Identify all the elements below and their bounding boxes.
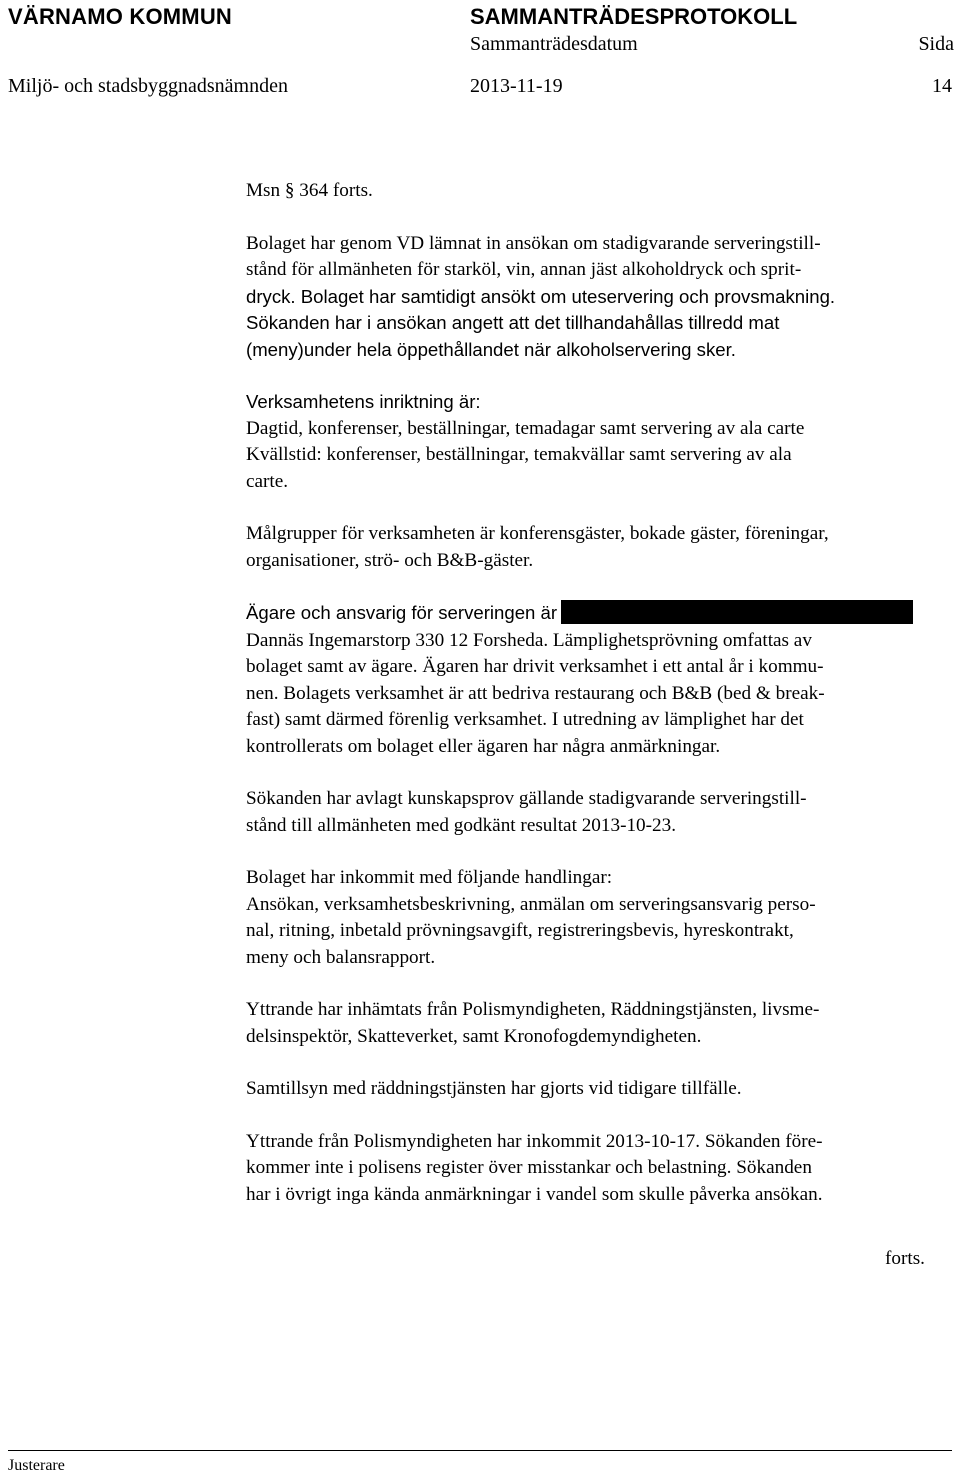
text-line: dryck. Bolaget har samtidigt ansökt om uteservering och provsmakning.	[246, 285, 836, 307]
paragraph-joint-supervision	[246, 1076, 958, 1103]
text-line: kommer inte i polisens register över misstankar och belastning. Sökanden	[246, 1157, 812, 1178]
text-line: Bolaget har inkommit med följande handlingar:	[246, 867, 613, 888]
text-line: Sökanden har avlagt kunskapsprov gällande stadigvarande serveringstill-	[246, 788, 807, 809]
page-number: 14	[932, 75, 952, 97]
redaction-bar	[561, 600, 913, 624]
text-line: meny och balansrapport.	[246, 946, 436, 968]
text-line: fast) samt därmed förenlig verksamhet. I utredning av lämplighet har det	[246, 709, 804, 730]
text-line: Målgrupper för verksamheten är konferensgäster, bokade gäster, föreningar,	[246, 523, 829, 544]
text-line: Dannäs Ingemarstorp 330 12 Forsheda. Lämplighetsprövning omfattas av	[246, 629, 812, 651]
text-line: carte.	[246, 470, 289, 492]
text-line: delsinspektör, Skatteverket, samt Kronofogdemyndigheten.	[246, 1025, 702, 1047]
text-line: bolaget samt av ägare. Ägaren har drivit verksamhet i ett antal år i kommu-	[246, 656, 824, 677]
text-line: nal, ritning, inbetald prövningsavgift, registreringsbevis, hyreskontrakt,	[246, 920, 794, 941]
text-line: Bolaget har genom VD lämnat in ansökan om stadigvarande serveringstill-	[246, 232, 821, 254]
paragraph-statements	[246, 997, 958, 1050]
paragraph-owner	[246, 600, 958, 760]
text-line: (meny)under hela öppethållandet när alkoholservering sker.	[246, 338, 736, 360]
text-line: nen. Bolagets verksamhet är att bedriva restaurang och B&B (bed & break-	[246, 682, 825, 704]
owner-intro-text: Ägare och ansvarig för serveringen är	[246, 602, 558, 623]
text-line: Yttrande från Polismyndigheten har inkommit 2013-10-17. Sökanden före-	[246, 1130, 823, 1152]
meeting-date: 2013-11-19	[470, 75, 563, 97]
text-line: har i övrigt inga kända anmärkningar i vandel som skulle påverka ansökan.	[246, 1183, 823, 1205]
text-line: Yttrande har inhämtats från Polismyndigheten, Räddningstjänsten, livsme-	[246, 999, 820, 1020]
paragraph-documents	[246, 865, 958, 971]
text-line: Samtillsyn med räddningstjänsten har gjorts vid tidigare tillfälle.	[246, 1078, 742, 1099]
paragraph-business-focus	[246, 389, 958, 495]
paragraph-reference: Msn § 364 forts.	[246, 180, 373, 201]
committee-name: Miljö- och stadsbyggnadsnämnden	[8, 75, 288, 97]
text-line: stånd till allmänheten med godkänt resultat 2013-10-23.	[246, 814, 677, 836]
paragraph-target-groups	[246, 521, 958, 574]
footer-divider	[8, 1450, 952, 1451]
protocol-body	[246, 178, 958, 1234]
paragraph-application	[246, 231, 958, 364]
text-line: Verksamhetens inriktning är:	[246, 391, 481, 412]
paragraph-knowledge-test	[246, 786, 958, 839]
text-line: Kvällstid: konferenser, beställningar, temakvällar samt servering av ala	[246, 444, 792, 465]
meeting-date-label: Sammanträdesdatum	[470, 33, 638, 55]
text-line: Sökanden har i ansökan angett att det tillhandahållas tillredd mat	[246, 312, 780, 333]
text-line: organisationer, strö- och B&B-gäster.	[246, 549, 534, 571]
text-line: stånd för allmänheten för starköl, vin, annan jäst alkoholdryck och sprit-	[246, 259, 802, 280]
text-line	[246, 600, 958, 628]
document-title: SAMMANTRÄDESPROTOKOLL	[470, 4, 798, 29]
continued-marker: forts.	[885, 1248, 925, 1269]
paragraph-police-statement	[246, 1129, 958, 1209]
text-line: kontrollerats om bolaget eller ägaren har några anmärkningar.	[246, 735, 721, 757]
page-label: Sida	[918, 33, 954, 55]
text-line: Dagtid, konferenser, beställningar, temadagar samt servering av ala carte	[246, 417, 805, 439]
footer-adjuster-label: Justerare	[8, 1457, 65, 1474]
organization-name: VÄRNAMO KOMMUN	[8, 4, 233, 29]
text-line: Ansökan, verksamhetsbeskrivning, anmälan om serveringsansvarig perso-	[246, 893, 816, 915]
